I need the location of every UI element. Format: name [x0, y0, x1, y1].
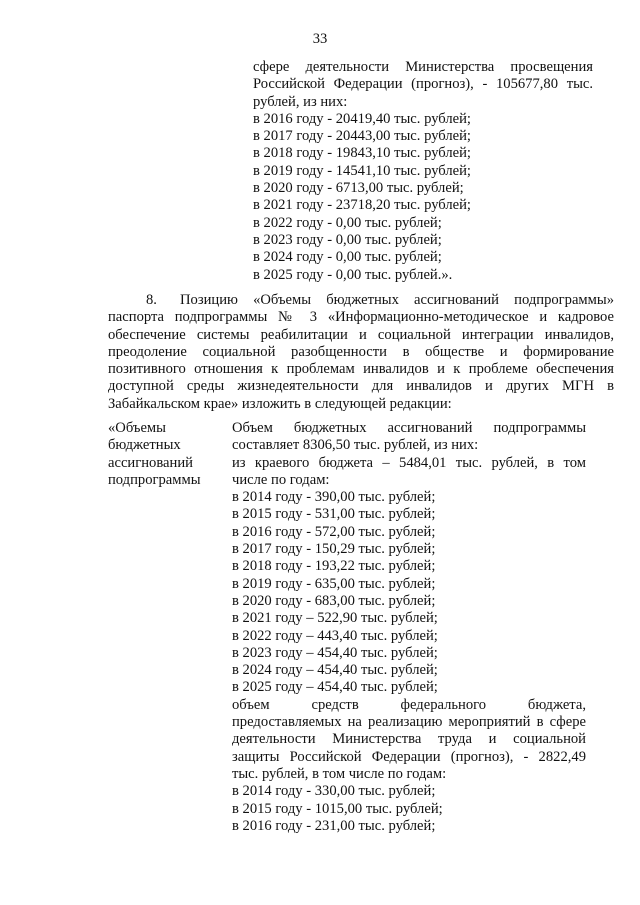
- year-amount-line: в 2017 году - 20443,00 тыс. рублей;: [253, 128, 471, 145]
- year-amount-line: в 2014 году - 390,00 тыс. рублей;: [232, 489, 436, 506]
- year-amount-line: в 2025 году – 454,40 тыс. рублей;: [232, 679, 438, 696]
- year-amount-line: в 2023 году - 0,00 тыс. рублей;: [253, 231, 442, 248]
- year-amount-line: в 2022 году – 443,40 тыс. рублей;: [232, 627, 438, 644]
- year-amount-line: в 2015 году - 531,00 тыс. рублей;: [232, 506, 436, 523]
- page-number: 33: [312, 31, 328, 47]
- year-amount-line: в 2022 году - 0,00 тыс. рублей;: [253, 214, 442, 231]
- continued-funding-text: [253, 59, 593, 284]
- year-amount-line: в 2016 году - 20419,40 тыс. рублей;: [253, 110, 471, 127]
- text-line: позитивного отношения к проблемам инвалидов и к проблеме обеспечения: [108, 361, 614, 378]
- text-line: преодоление социальной разобщенности в обществе и формирование: [108, 343, 614, 360]
- table-left-cell: [108, 420, 226, 489]
- paragraph-first-line: [108, 292, 614, 309]
- year-amount-line: в 2016 году - 231,00 тыс. рублей;: [232, 817, 436, 834]
- year-amount-line: в 2023 году – 454,40 тыс. рублей;: [232, 644, 438, 661]
- cell-line: бюджетных: [108, 437, 181, 454]
- year-amount-line: в 2021 году – 522,90 тыс. рублей;: [232, 610, 438, 627]
- cell-line: защиты Российской Федерации (прогноз), - 2822,49: [232, 748, 586, 765]
- year-amount-line: в 2018 году - 19843,10 тыс. рублей;: [253, 145, 471, 162]
- year-amount-line: в 2020 году - 683,00 тыс. рублей;: [232, 592, 436, 609]
- cell-line: тыс. рублей, в том числе по годам:: [232, 765, 447, 782]
- year-amount-line: в 2021 году - 23718,20 тыс. рублей;: [253, 197, 471, 214]
- year-amount-line: в 2024 году - 0,00 тыс. рублей;: [253, 249, 442, 266]
- year-amount-line: в 2017 году - 150,29 тыс. рублей;: [232, 541, 436, 558]
- text-line: обеспечение системы реабилитации и социальной интеграции инвалидов,: [108, 326, 614, 343]
- paragraph-first-text: Позицию «Объемы бюджетных ассигнований подпрограммы»: [180, 292, 614, 308]
- text-line: Забайкальском крае» изложить в следующей редакции:: [108, 395, 452, 412]
- year-amount-line: в 2019 году - 14541,10 тыс. рублей;: [253, 162, 471, 179]
- year-amount-line: в 2024 году – 454,40 тыс. рублей;: [232, 662, 438, 679]
- year-amount-line: в 2014 году - 330,00 тыс. рублей;: [232, 783, 436, 800]
- cell-line: из краевого бюджета – 5484,01 тыс. рублей, в том: [232, 454, 586, 471]
- year-amount-line: в 2025 году - 0,00 тыс. рублей.».: [253, 266, 453, 283]
- cell-line: деятельности Министерства труда и социальной: [232, 731, 586, 748]
- cell-line: предоставляемых на реализацию мероприятий в сфере: [232, 714, 586, 731]
- table-right-cell: [232, 420, 586, 835]
- cell-line: «Объемы: [108, 420, 166, 436]
- paragraph-8: [108, 292, 614, 413]
- year-amount-line: в 2019 году - 635,00 тыс. рублей;: [232, 575, 436, 592]
- year-amount-line: в 2018 году - 193,22 тыс. рублей;: [232, 558, 436, 575]
- year-amount-line: в 2016 году - 572,00 тыс. рублей;: [232, 523, 436, 540]
- text-line: доступной среды жизнедеятельности для инвалидов и других МГН в: [108, 378, 614, 395]
- year-amount-line: в 2020 году - 6713,00 тыс. рублей;: [253, 180, 464, 197]
- cell-line: составляет 8306,50 тыс. рублей, из них:: [232, 437, 479, 454]
- year-amount-line: в 2015 году - 1015,00 тыс. рублей;: [232, 800, 443, 817]
- cell-line: числе по годам:: [232, 471, 330, 488]
- cell-line: ассигнований: [108, 454, 193, 471]
- text-line: Российской Федерации (прогноз), - 105677,80 тыс.: [253, 76, 593, 93]
- paragraph-number: 8.: [146, 292, 157, 308]
- text-line: паспорта подпрограммы № 3 «Информационно-методическое и кадровое: [108, 309, 614, 326]
- text-line: рублей, из них:: [253, 93, 348, 110]
- cell-line: Объем бюджетных ассигнований подпрограммы: [232, 420, 586, 436]
- cell-line: объем средств федерального бюджета,: [232, 696, 586, 713]
- cell-line: подпрограммы: [108, 471, 201, 488]
- text-line: сфере деятельности Министерства просвещения: [253, 59, 593, 75]
